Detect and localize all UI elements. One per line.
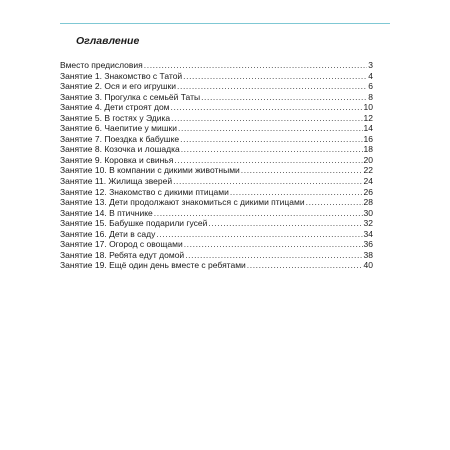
toc-entry-page: 28 bbox=[363, 197, 373, 208]
toc-entry-label: Занятие 14. В птичнике bbox=[60, 207, 153, 218]
toc-entry-leader bbox=[185, 250, 362, 261]
toc-entry-label: Вместо предисловия bbox=[60, 60, 143, 70]
toc-entry-label: Занятие 13. Дети продолжают знакомиться с дикими птицами bbox=[60, 197, 305, 208]
toc-entry bbox=[60, 239, 373, 250]
toc-entry-page: 10 bbox=[363, 102, 373, 113]
toc-entry bbox=[60, 123, 373, 134]
toc-entry-leader bbox=[144, 60, 368, 71]
toc-entry-label: Занятие 3. Прогулка с семьёй Таты bbox=[60, 91, 201, 102]
toc-entry-leader bbox=[208, 218, 362, 229]
toc-entry-label: Занятие 11. Жилища зверей bbox=[60, 176, 173, 187]
toc-entry bbox=[60, 102, 373, 113]
toc-entry-label: Занятие 19. Ещё один день вместе с ребятами bbox=[60, 260, 246, 271]
toc-entry bbox=[60, 165, 373, 176]
toc-entry-page: 12 bbox=[363, 112, 373, 123]
toc-entry-page: 3 bbox=[368, 60, 373, 70]
header-rule bbox=[60, 23, 390, 24]
toc-entry-leader bbox=[178, 123, 363, 134]
toc-entry bbox=[60, 155, 373, 166]
toc-title: Оглавление bbox=[76, 35, 140, 47]
toc-entry-leader bbox=[177, 81, 367, 92]
toc-entry bbox=[60, 144, 373, 155]
toc-entry-label: Занятие 2. Ося и его игрушки bbox=[60, 81, 177, 92]
toc-entry-leader bbox=[171, 102, 363, 113]
toc-entry-label: Занятие 5. В гостях у Эдика bbox=[60, 112, 171, 123]
toc-entry-leader bbox=[180, 134, 362, 145]
toc-entry-leader bbox=[181, 144, 363, 155]
toc-entry-page: 32 bbox=[363, 218, 373, 229]
toc-entry-label: Занятие 8. Козочка и лошадка bbox=[60, 144, 180, 155]
toc-entry-page: 16 bbox=[363, 133, 373, 144]
toc-entry bbox=[60, 197, 373, 208]
toc-entry bbox=[60, 60, 373, 71]
toc-entry-leader bbox=[230, 187, 363, 198]
toc-entry-leader bbox=[171, 113, 362, 124]
toc-entry-leader bbox=[173, 176, 362, 187]
toc-entry bbox=[60, 229, 373, 240]
toc-entry-page: 14 bbox=[363, 123, 373, 134]
toc-entry bbox=[60, 134, 373, 145]
toc-entry-label: Занятие 15. Бабушке подарили гусей bbox=[60, 218, 208, 229]
toc-entry-label: Занятие 12. Знакомство с дикими птицами bbox=[60, 186, 229, 197]
toc-entry-leader bbox=[154, 208, 363, 219]
toc-entry-page: 38 bbox=[363, 249, 373, 260]
toc-entry-page: 26 bbox=[363, 186, 373, 197]
toc-entry-label: Занятие 17. Огород с овощами bbox=[60, 239, 183, 250]
toc-entry-page: 24 bbox=[363, 176, 373, 187]
toc-entry-leader bbox=[156, 229, 362, 240]
toc-entry bbox=[60, 208, 373, 219]
toc-entry-page: 34 bbox=[363, 228, 373, 239]
toc-entry bbox=[60, 187, 373, 198]
toc-entry-label: Занятие 18. Ребята едут домой bbox=[60, 249, 185, 260]
toc-entry-page: 40 bbox=[363, 260, 373, 271]
toc-entry-leader bbox=[306, 197, 363, 208]
toc-list bbox=[60, 60, 373, 271]
toc-entry bbox=[60, 81, 373, 92]
toc-entry-page: 20 bbox=[363, 154, 373, 165]
toc-entry bbox=[60, 71, 373, 82]
toc-entry bbox=[60, 218, 373, 229]
toc-entry-leader bbox=[183, 71, 367, 82]
toc-entry-page: 6 bbox=[368, 81, 373, 92]
toc-entry-label: Занятие 6. Чаепитие у мишки bbox=[60, 123, 178, 134]
toc-entry-label: Занятие 7. Поездка к бабушке bbox=[60, 133, 180, 144]
toc-entry-label: Занятие 9. Коровка и свинья bbox=[60, 154, 174, 165]
toc-entry-page: 30 bbox=[363, 207, 373, 218]
toc-entry-leader bbox=[241, 165, 363, 176]
toc-entry-leader bbox=[174, 155, 362, 166]
toc-entry-page: 8 bbox=[368, 91, 373, 102]
toc-entry bbox=[60, 113, 373, 124]
toc-entry-page: 22 bbox=[363, 165, 373, 176]
toc-entry bbox=[60, 250, 373, 261]
toc-entry-leader bbox=[201, 92, 367, 103]
toc-entry-page: 4 bbox=[368, 70, 373, 81]
toc-entry-page: 18 bbox=[363, 144, 373, 155]
toc-entry bbox=[60, 92, 373, 103]
toc-entry bbox=[60, 176, 373, 187]
toc-entry-page: 36 bbox=[363, 239, 373, 250]
toc-entry-label: Занятие 4. Дети строят дом bbox=[60, 102, 170, 113]
toc-entry-label: Занятие 10. В компании с дикими животными bbox=[60, 165, 240, 176]
toc-entry-label: Занятие 16. Дети в саду bbox=[60, 228, 156, 239]
toc-entry-leader bbox=[247, 260, 363, 271]
toc-entry bbox=[60, 260, 373, 271]
toc-entry-leader bbox=[184, 239, 363, 250]
toc-entry-label: Занятие 1. Знакомство с Татой bbox=[60, 70, 183, 81]
